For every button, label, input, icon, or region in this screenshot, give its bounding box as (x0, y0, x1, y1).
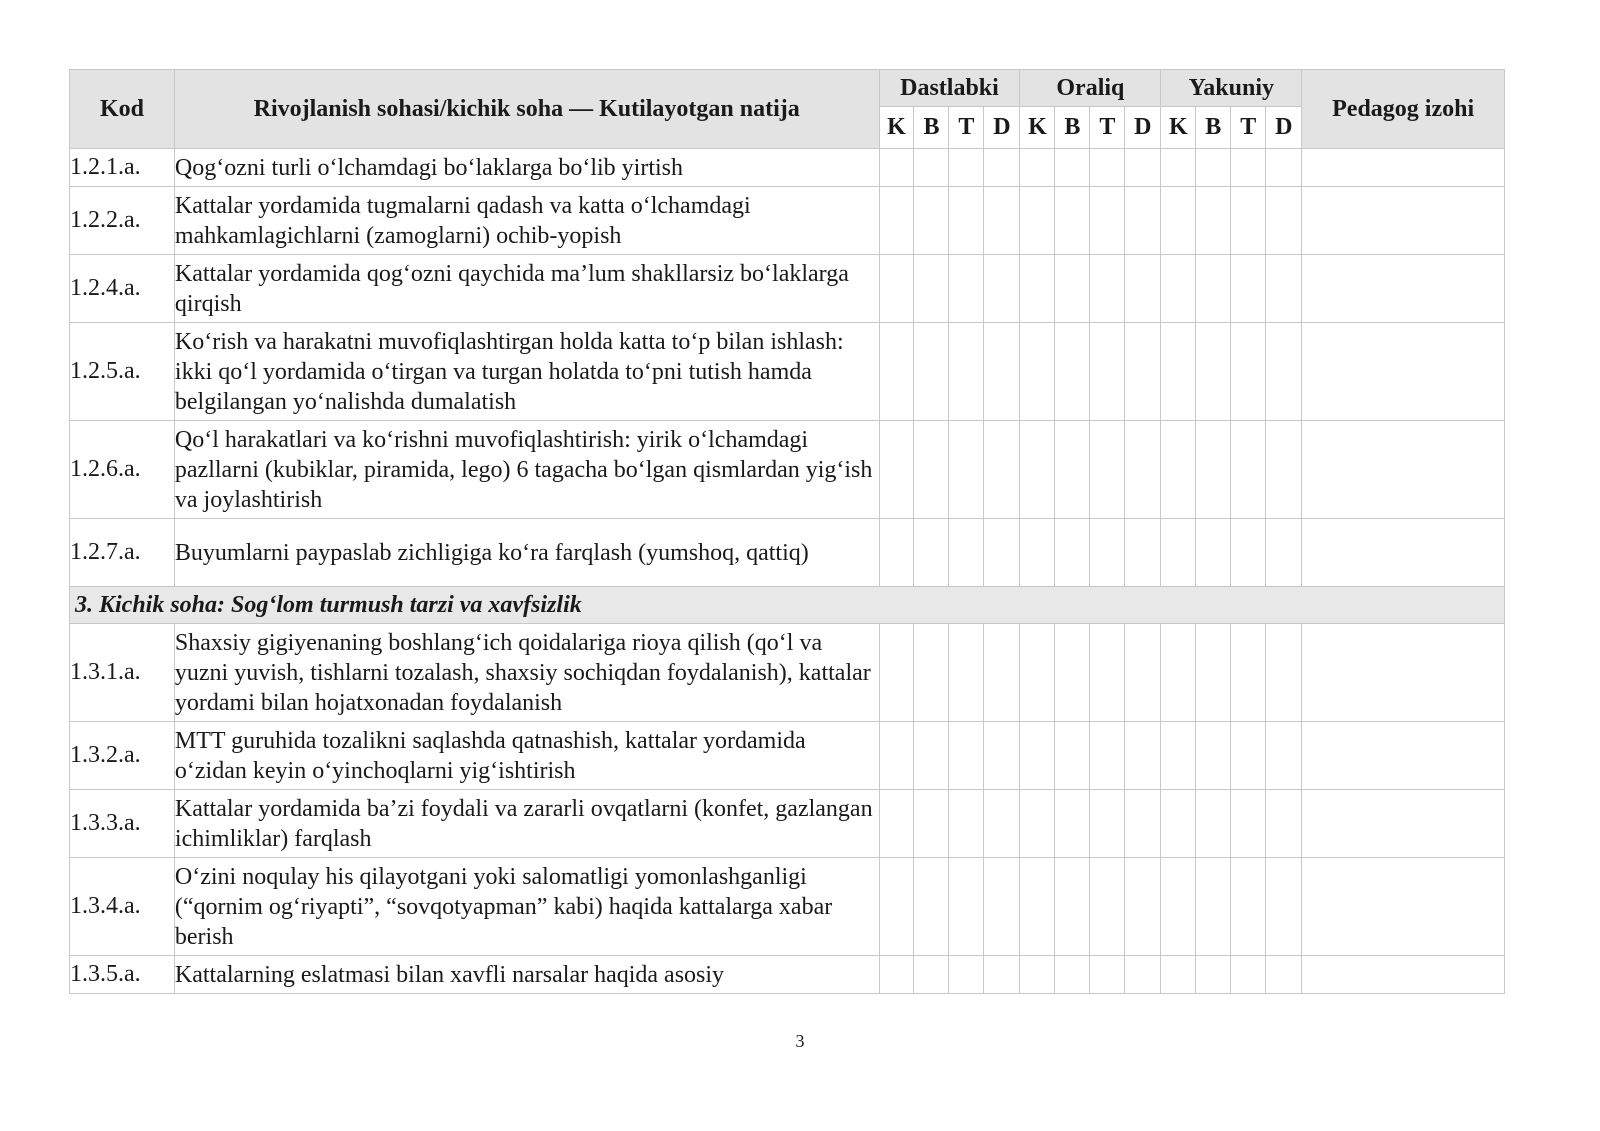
pedagog-note-cell[interactable] (1302, 722, 1505, 790)
rating-cell[interactable] (1266, 790, 1302, 858)
rating-cell[interactable] (1125, 722, 1161, 790)
table-row (70, 519, 1505, 587)
row-outcome-text: MTT guruhida tozalikni saqlashda qatnashish, kattalar yordamida o‘zidan keyin o‘yinchoqlarni yig‘ishtirish (174, 722, 879, 790)
rating-cell[interactable] (879, 255, 914, 323)
rating-cell[interactable] (1125, 187, 1161, 255)
rating-cell[interactable] (1090, 858, 1125, 956)
row-code: 1.2.1.a. (70, 149, 175, 187)
rating-cell[interactable] (1266, 187, 1302, 255)
rating-cell[interactable] (1231, 858, 1266, 956)
rating-cell[interactable] (1196, 722, 1231, 790)
row-outcome-text: Ko‘rish va harakatni muvofiqlashtirgan holda katta to‘p bilan ishlash: ikki qo‘l yordamida o‘tirgan va turgan holatda to‘pni tutish hamda belgilangan yo‘nalishda dumalatish (174, 323, 879, 421)
rating-cell[interactable] (1231, 323, 1266, 421)
table-row (70, 323, 1505, 421)
rating-cell[interactable] (1231, 421, 1266, 519)
rating-cell[interactable] (1266, 722, 1302, 790)
rating-cell[interactable] (879, 519, 914, 587)
rating-cell[interactable] (1020, 624, 1055, 722)
rating-cell[interactable] (1055, 722, 1090, 790)
rating-cell[interactable] (1266, 149, 1302, 187)
rating-cell[interactable] (1161, 255, 1196, 323)
row-code: 1.2.2.a. (70, 187, 175, 255)
rating-cell[interactable] (949, 323, 984, 421)
rating-cell[interactable] (984, 421, 1020, 519)
row-code: 1.3.1.a. (70, 624, 175, 722)
row-outcome-text: Buyumlarni paypaslab zichligiga ko‘ra farqlash (yumshoq, qattiq) (174, 519, 879, 587)
rating-cell[interactable] (879, 624, 914, 722)
rating-cell[interactable] (1161, 722, 1196, 790)
rating-cell[interactable] (1020, 187, 1055, 255)
rating-cell[interactable] (879, 956, 914, 994)
rating-cell[interactable] (949, 722, 984, 790)
rating-cell[interactable] (1266, 323, 1302, 421)
rating-cell[interactable] (949, 624, 984, 722)
row-code: 1.2.6.a. (70, 421, 175, 519)
rating-cell[interactable] (1161, 187, 1196, 255)
rating-cell[interactable] (1055, 149, 1090, 187)
rating-cell[interactable] (1196, 956, 1231, 994)
rating-cell[interactable] (1090, 790, 1125, 858)
rating-cell[interactable] (1196, 323, 1231, 421)
rating-cell[interactable] (914, 519, 949, 587)
rating-cell[interactable] (879, 187, 914, 255)
rating-cell[interactable] (1196, 421, 1231, 519)
table-row (70, 722, 1505, 790)
table-row (70, 858, 1505, 956)
rating-cell[interactable] (1125, 956, 1161, 994)
row-outcome-text: Kattalar yordamida ba’zi foydali va zararli ovqatlarni (konfet, gazlangan ichimliklar) farqlash (174, 790, 879, 858)
rating-cell[interactable] (984, 790, 1020, 858)
table-row (70, 149, 1505, 187)
rating-cell[interactable] (1090, 956, 1125, 994)
row-code: 1.3.4.a. (70, 858, 175, 956)
sub-k: K (1161, 107, 1196, 149)
rating-cell[interactable] (1196, 858, 1231, 956)
rating-cell[interactable] (1125, 421, 1161, 519)
rating-cell[interactable] (1231, 624, 1266, 722)
row-code: 1.2.7.a. (70, 519, 175, 587)
rating-cell[interactable] (1020, 255, 1055, 323)
header-period-yakuniy: Yakuniy (1161, 70, 1302, 107)
rating-cell[interactable] (1266, 624, 1302, 722)
pedagog-note-cell[interactable] (1302, 149, 1505, 187)
rating-cell[interactable] (1055, 255, 1090, 323)
pedagog-note-cell[interactable] (1302, 255, 1505, 323)
rating-cell[interactable] (914, 956, 949, 994)
rating-cell[interactable] (1125, 790, 1161, 858)
table-row (70, 255, 1505, 323)
rating-cell[interactable] (879, 149, 914, 187)
rating-cell[interactable] (1055, 790, 1090, 858)
row-code: 1.2.4.a. (70, 255, 175, 323)
rating-cell[interactable] (1090, 624, 1125, 722)
rating-cell[interactable] (949, 956, 984, 994)
rating-cell[interactable] (1020, 323, 1055, 421)
row-outcome-text: O‘zini noqulay his qilayotgani yoki salomatligi yomonlashganligi (“qornim og‘riyapti”, “sovqotyapman” kabi) haqida kattalarga xabar berish (174, 858, 879, 956)
table-row (70, 956, 1505, 994)
rating-cell[interactable] (1231, 255, 1266, 323)
rating-cell[interactable] (984, 956, 1020, 994)
rating-cell[interactable] (984, 519, 1020, 587)
rating-cell[interactable] (1020, 722, 1055, 790)
rating-cell[interactable] (1055, 323, 1090, 421)
rating-cell[interactable] (1125, 149, 1161, 187)
sub-b: B (1055, 107, 1090, 149)
rating-cell[interactable] (1020, 421, 1055, 519)
rating-cell[interactable] (1125, 624, 1161, 722)
rating-cell[interactable] (1020, 790, 1055, 858)
rating-cell[interactable] (1161, 624, 1196, 722)
rating-cell[interactable] (1266, 421, 1302, 519)
row-outcome-text: Kattalarning eslatmasi bilan xavfli narsalar haqida asosiy (174, 956, 879, 994)
table-row (70, 421, 1505, 519)
rating-cell[interactable] (914, 421, 949, 519)
sub-k: K (1020, 107, 1055, 149)
pedagog-note-cell[interactable] (1302, 421, 1505, 519)
rating-cell[interactable] (1266, 858, 1302, 956)
sub-k: K (879, 107, 914, 149)
pedagog-note-cell[interactable] (1302, 624, 1505, 722)
rating-cell[interactable] (1020, 956, 1055, 994)
sub-d: D (984, 107, 1020, 149)
rating-cell[interactable] (1196, 187, 1231, 255)
rating-cell[interactable] (1125, 519, 1161, 587)
rating-cell[interactable] (1090, 722, 1125, 790)
rating-cell[interactable] (914, 323, 949, 421)
rating-cell[interactable] (1055, 187, 1090, 255)
rating-cell[interactable] (1266, 255, 1302, 323)
rating-cell[interactable] (1266, 519, 1302, 587)
assessment-table (69, 69, 1505, 994)
rating-cell[interactable] (879, 722, 914, 790)
sub-b: B (1196, 107, 1231, 149)
pedagog-note-cell[interactable] (1302, 519, 1505, 587)
rating-cell[interactable] (949, 187, 984, 255)
rating-cell[interactable] (1161, 956, 1196, 994)
pedagog-note-cell[interactable] (1302, 323, 1505, 421)
rating-cell[interactable] (1231, 519, 1266, 587)
rating-cell[interactable] (1055, 956, 1090, 994)
rating-cell[interactable] (1161, 149, 1196, 187)
rating-cell[interactable] (1055, 519, 1090, 587)
rating-cell[interactable] (949, 255, 984, 323)
sub-t: T (1090, 107, 1125, 149)
rating-cell[interactable] (914, 187, 949, 255)
rating-cell[interactable] (1090, 255, 1125, 323)
table-row (70, 624, 1505, 722)
rating-cell[interactable] (1055, 858, 1090, 956)
rating-cell[interactable] (984, 149, 1020, 187)
rating-cell[interactable] (1020, 519, 1055, 587)
rating-cell[interactable] (1090, 187, 1125, 255)
rating-cell[interactable] (984, 722, 1020, 790)
rating-cell[interactable] (1231, 956, 1266, 994)
pedagog-note-cell[interactable] (1302, 790, 1505, 858)
section-row (70, 587, 1505, 624)
rating-cell[interactable] (1231, 187, 1266, 255)
rating-cell[interactable] (1125, 255, 1161, 323)
rating-cell[interactable] (1161, 858, 1196, 956)
row-outcome-text: Shaxsiy gigiyenaning boshlang‘ich qoidalariga rioya qilish (qo‘l va yuzni yuvish, tishlarni tozalash, shaxsiy sochiqdan foydalanish), kattalar yordami bilan hojatxonadan foydalanish (174, 624, 879, 722)
rating-cell[interactable] (949, 149, 984, 187)
row-outcome-text: Kattalar yordamida qog‘ozni qaychida ma’lum shakllarsiz bo‘laklarga qirqish (174, 255, 879, 323)
rating-cell[interactable] (1196, 255, 1231, 323)
row-outcome-text: Qo‘l harakatlari va ko‘rishni muvofiqlashtirish: yirik o‘lchamdagi pazllarni (kubiklar, piramida, lego) 6 tagacha bo‘lgan qismlardan yig‘ish va joylashtirish (174, 421, 879, 519)
pedagog-note-cell[interactable] (1302, 956, 1505, 994)
header-description: Rivojlanish sohasi/kichik soha — Kutilayotgan natija (174, 70, 879, 149)
sub-b: B (914, 107, 949, 149)
header-kod: Kod (70, 70, 175, 149)
row-code: 1.3.3.a. (70, 790, 175, 858)
rating-cell[interactable] (1055, 624, 1090, 722)
header-period-dastlabki: Dastlabki (879, 70, 1020, 107)
rating-cell[interactable] (879, 421, 914, 519)
rating-cell[interactable] (1020, 858, 1055, 956)
rating-cell[interactable] (879, 790, 914, 858)
row-outcome-text: Kattalar yordamida tugmalarni qadash va katta o‘lchamdagi mahkamlagichlarni (zamoglarni) ochib-yopish (174, 187, 879, 255)
row-code: 1.3.2.a. (70, 722, 175, 790)
rating-cell[interactable] (1090, 421, 1125, 519)
row-code: 1.3.5.a. (70, 956, 175, 994)
row-code: 1.2.5.a. (70, 323, 175, 421)
pedagog-note-cell[interactable] (1302, 187, 1505, 255)
sub-d: D (1125, 107, 1161, 149)
rating-cell[interactable] (984, 255, 1020, 323)
rating-cell[interactable] (1196, 519, 1231, 587)
rating-cell[interactable] (1161, 323, 1196, 421)
rating-cell[interactable] (1090, 323, 1125, 421)
rating-cell[interactable] (1090, 149, 1125, 187)
section-title: 3. Kichik soha: Sog‘lom turmush tarzi va xavfsizlik (70, 587, 1505, 624)
rating-cell[interactable] (1266, 956, 1302, 994)
page-number: 3 (795, 1031, 805, 1051)
rating-cell[interactable] (914, 722, 949, 790)
rating-cell[interactable] (984, 858, 1020, 956)
rating-cell[interactable] (949, 519, 984, 587)
rating-cell[interactable] (914, 255, 949, 323)
rating-cell[interactable] (1196, 624, 1231, 722)
pedagog-note-cell[interactable] (1302, 858, 1505, 956)
rating-cell[interactable] (1020, 149, 1055, 187)
rating-cell[interactable] (1161, 519, 1196, 587)
rating-cell[interactable] (984, 187, 1020, 255)
rating-cell[interactable] (1196, 149, 1231, 187)
rating-cell[interactable] (949, 790, 984, 858)
rating-cell[interactable] (914, 858, 949, 956)
rating-cell[interactable] (879, 323, 914, 421)
rating-cell[interactable] (914, 790, 949, 858)
rating-cell[interactable] (949, 421, 984, 519)
rating-cell[interactable] (1161, 790, 1196, 858)
sub-d: D (1266, 107, 1302, 149)
rating-cell[interactable] (1231, 790, 1266, 858)
header-period-oraliq: Oraliq (1020, 70, 1161, 107)
rating-cell[interactable] (914, 149, 949, 187)
rating-cell[interactable] (1090, 519, 1125, 587)
header-pedagog-note: Pedagog izohi (1302, 70, 1505, 149)
rating-cell[interactable] (1125, 323, 1161, 421)
rating-cell[interactable] (984, 323, 1020, 421)
row-outcome-text: Qog‘ozni turli o‘lchamdagi bo‘laklarga bo‘lib yirtish (174, 149, 879, 187)
header-row-1 (70, 70, 1505, 107)
rating-cell[interactable] (984, 624, 1020, 722)
table-row (70, 187, 1505, 255)
rating-cell[interactable] (1055, 421, 1090, 519)
rating-cell[interactable] (1161, 421, 1196, 519)
rating-cell[interactable] (914, 624, 949, 722)
rating-cell[interactable] (1231, 722, 1266, 790)
rating-cell[interactable] (879, 858, 914, 956)
sub-t: T (949, 107, 984, 149)
table-row (70, 790, 1505, 858)
sub-t: T (1231, 107, 1266, 149)
rating-cell[interactable] (949, 858, 984, 956)
rating-cell[interactable] (1125, 858, 1161, 956)
rating-cell[interactable] (1231, 149, 1266, 187)
rating-cell[interactable] (1196, 790, 1231, 858)
